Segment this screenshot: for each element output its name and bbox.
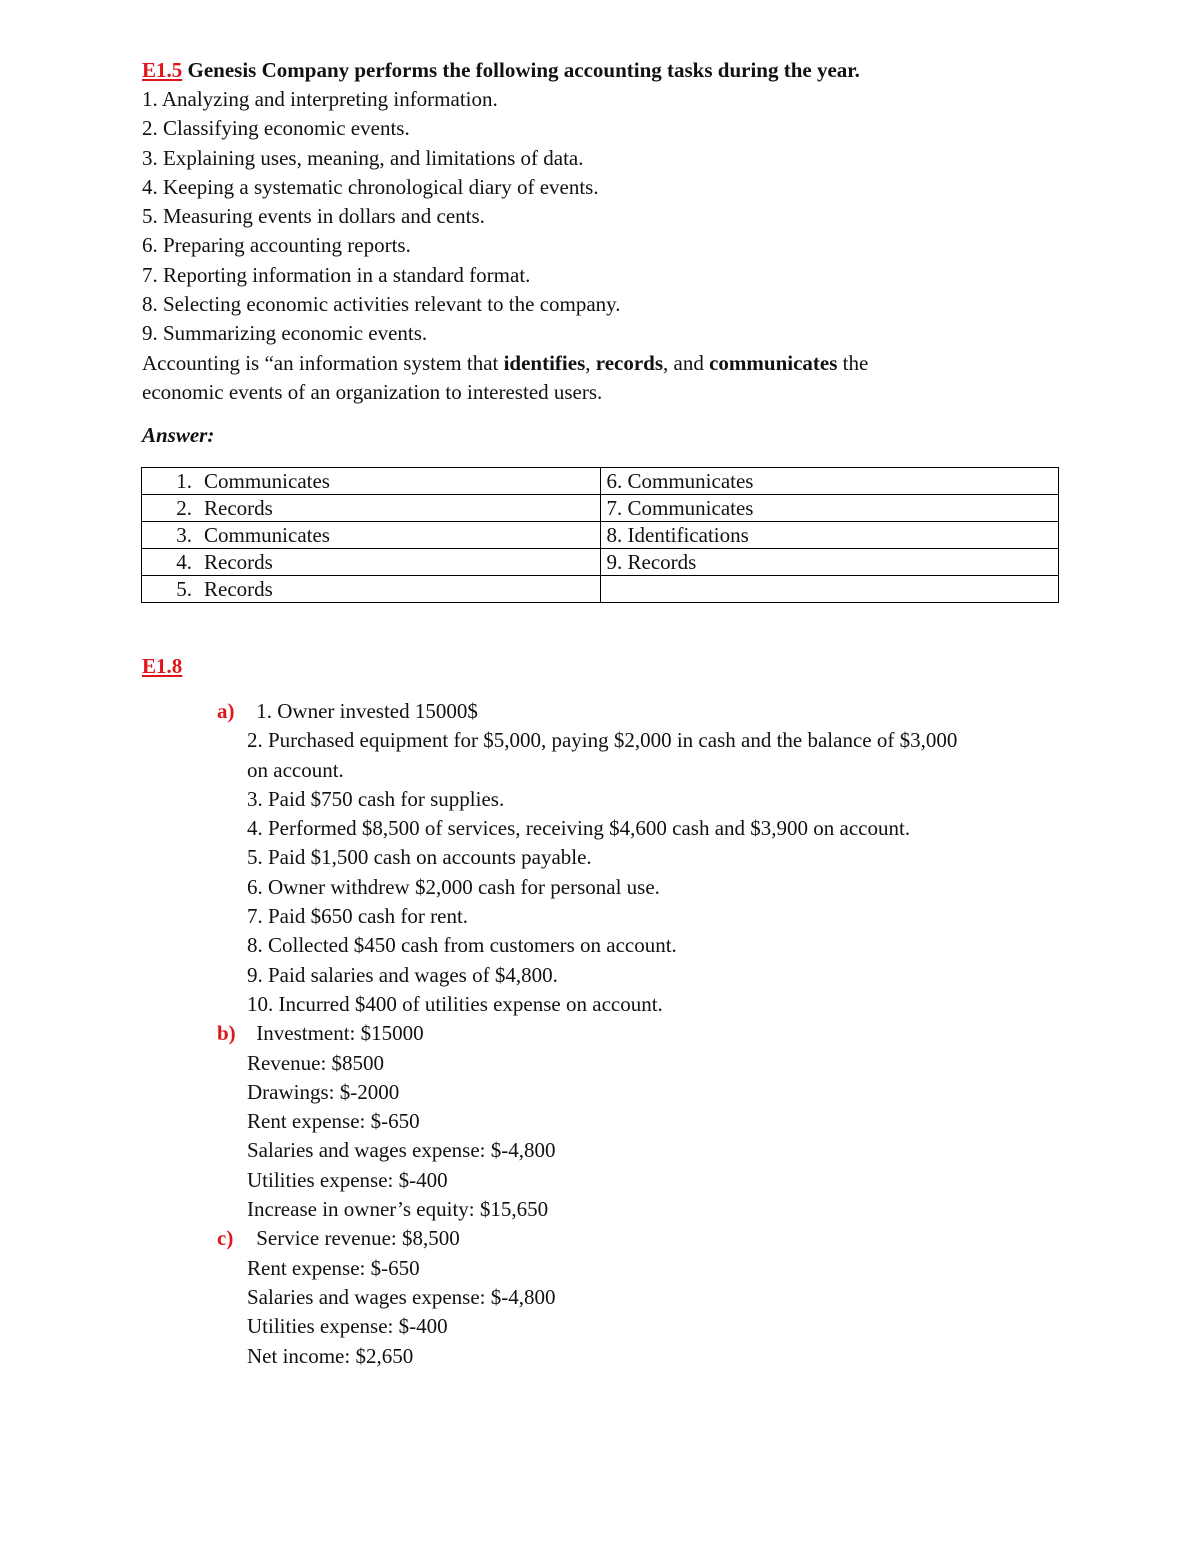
part-c-label: c) <box>217 1226 234 1251</box>
transaction-item: on account. <box>247 757 344 782</box>
e15-task-list <box>142 85 1062 349</box>
answer-cell <box>142 522 601 549</box>
answer-number: 1. <box>176 469 192 493</box>
income-item: Rent expense: $-650 <box>247 1255 420 1280</box>
answer-cell <box>600 576 1059 603</box>
e18-part-a <box>217 697 957 1371</box>
table-row <box>142 522 1059 549</box>
answer-cell: 6. Communicates <box>600 468 1059 495</box>
definition-text: Accounting is “an information system that <box>142 350 504 375</box>
transaction-item: 1. Owner invested 15000$ <box>251 699 478 723</box>
part-a-first <box>217 697 957 726</box>
transaction-item: 9. Paid salaries and wages of $4,800. <box>247 962 558 987</box>
task-item: 9. Summarizing economic events. <box>142 321 428 346</box>
definition-communicates: communicates <box>709 350 838 375</box>
answer-number: 2. <box>176 496 192 520</box>
answer-cell <box>142 495 601 522</box>
table-row <box>142 495 1059 522</box>
transaction-item: 10. Incurred $400 of utilities expense on account. <box>247 991 663 1016</box>
table-row <box>142 576 1059 603</box>
answer-cell <box>142 549 601 576</box>
answer-value: Communicates <box>204 469 330 493</box>
answer-label: Answer: <box>142 423 215 448</box>
accounting-definition <box>142 349 1062 378</box>
exercise-e15 <box>142 56 1062 450</box>
answer-cell <box>142 468 601 495</box>
equity-item: Revenue: $8500 <box>247 1050 385 1075</box>
task-item: 6. Preparing accounting reports. <box>142 233 411 258</box>
definition-text: the <box>837 350 869 375</box>
answer-number: 4. <box>176 550 192 574</box>
transaction-item: 2. Purchased equipment for $5,000, paying $2,000 in cash and the balance of $3,000 <box>247 728 958 753</box>
net-income: Net income: $2,650 <box>247 1343 414 1368</box>
transaction-item: 6. Owner withdrew $2,000 cash for personal use. <box>247 874 660 899</box>
answer-value: Records <box>204 496 273 520</box>
answer-number: 5. <box>176 577 192 601</box>
definition-identifies: identifies <box>503 350 586 375</box>
task-item: 1. Analyzing and interpreting information. <box>142 87 498 111</box>
answer-value: Records <box>204 577 273 601</box>
equity-item: Utilities expense: $-400 <box>247 1167 448 1192</box>
task-item: 8. Selecting economic activities relevant to the company. <box>142 292 621 317</box>
transaction-item: 4. Performed $8,500 of services, receiving $4,600 cash and $3,900 on account. <box>247 816 911 841</box>
equity-item: Investment: $15000 <box>251 1021 424 1046</box>
answer-cell: 7. Communicates <box>600 495 1059 522</box>
task-item: 5. Measuring events in dollars and cents. <box>142 204 485 229</box>
part-a-label: a) <box>217 699 235 723</box>
table-row <box>142 549 1059 576</box>
answer-table <box>141 467 1059 603</box>
transaction-item: 5. Paid $1,500 cash on accounts payable. <box>247 845 592 870</box>
income-item: Utilities expense: $-400 <box>247 1314 448 1339</box>
answer-value: Records <box>204 550 273 574</box>
e15-code: E1.5 <box>142 58 183 82</box>
answer-cell <box>142 576 601 603</box>
transaction-item: 3. Paid $750 cash for supplies. <box>247 786 505 811</box>
e18-code: E1.8 <box>142 654 183 678</box>
task-item: 4. Keeping a systematic chronological diary of events. <box>142 174 599 199</box>
definition-sep: , <box>585 350 596 375</box>
equity-total: Increase in owner’s equity: $15,650 <box>247 1197 549 1222</box>
answer-cell: 9. Records <box>600 549 1059 576</box>
table-row <box>142 468 1059 495</box>
equity-item: Salaries and wages expense: $-4,800 <box>247 1138 556 1163</box>
transaction-item: 8. Collected $450 cash from customers on account. <box>247 933 677 958</box>
task-item: 7. Reporting information in a standard format. <box>142 262 531 287</box>
answer-number: 3. <box>176 523 192 547</box>
equity-item: Drawings: $-2000 <box>247 1079 400 1104</box>
e15-heading <box>142 56 1062 85</box>
answer-cell: 8. Identifications <box>600 522 1059 549</box>
definition-line-2: economic events of an organization to interested users. <box>142 379 603 404</box>
part-b-first <box>217 1019 957 1048</box>
e15-heading-text: Genesis Company performs the following accounting tasks during the year. <box>182 58 860 82</box>
part-b-label: b) <box>217 1021 236 1046</box>
part-c-first <box>217 1224 957 1253</box>
income-item: Service revenue: $8,500 <box>251 1226 460 1251</box>
definition-sep: , and <box>663 350 710 375</box>
answer-value: Communicates <box>204 523 330 547</box>
equity-item: Rent expense: $-650 <box>247 1109 420 1134</box>
task-item: 2. Classifying economic events. <box>142 116 410 141</box>
transaction-item: 7. Paid $650 cash for rent. <box>247 904 469 929</box>
income-item: Salaries and wages expense: $-4,800 <box>247 1284 556 1309</box>
task-item: 3. Explaining uses, meaning, and limitations of data. <box>142 145 584 170</box>
definition-records: records <box>595 350 664 375</box>
